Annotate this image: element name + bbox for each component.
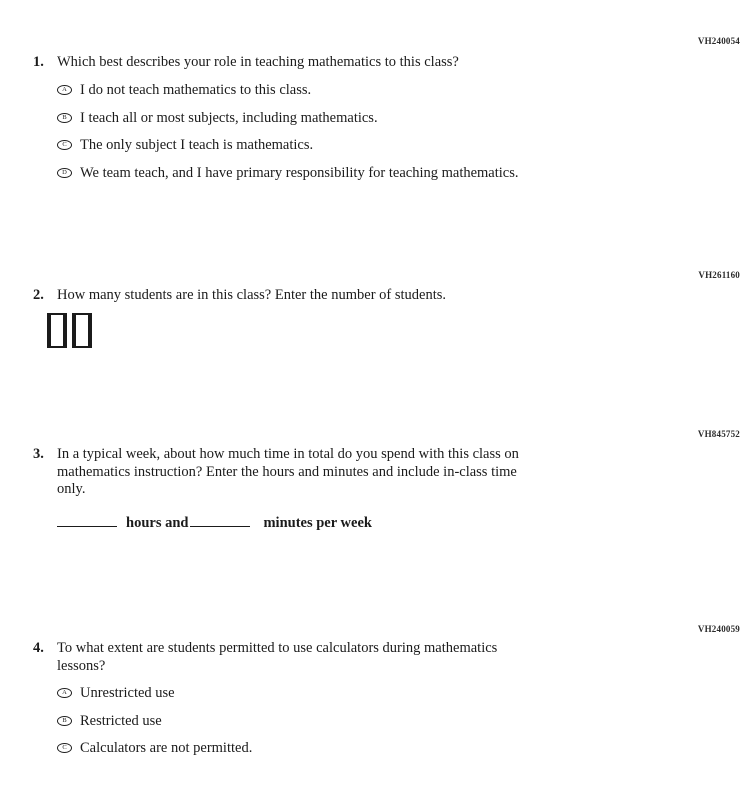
option-label: I do not teach mathematics to this class. — [80, 82, 312, 98]
question-3-text-line-1: In a typical week, about how much time in total do you spend with this class on — [57, 446, 519, 462]
option-label: Restricted use — [80, 713, 162, 729]
question-1-option-d[interactable] — [57, 164, 519, 182]
option-bubble-b-icon[interactable]: B — [57, 716, 72, 726]
option-label: Unrestricted use — [80, 685, 175, 701]
digit-box-tens[interactable] — [47, 313, 67, 348]
option-bubble-a-icon[interactable]: A — [57, 85, 72, 95]
question-2-number: 2. — [33, 287, 44, 303]
question-4-option-b[interactable] — [57, 712, 162, 730]
option-label: Calculators are not permitted. — [80, 740, 253, 756]
question-4-option-a[interactable] — [57, 684, 175, 702]
option-bubble-a-icon[interactable]: A — [57, 688, 72, 698]
question-2-text: How many students are in this class? Enter the number of students. — [57, 287, 447, 303]
option-label: The only subject I teach is mathematics. — [80, 137, 314, 153]
question-1-option-c[interactable] — [57, 136, 313, 154]
option-bubble-b-icon[interactable]: B — [57, 113, 72, 123]
student-count-entry — [47, 313, 92, 348]
question-3-code: VH845752 — [697, 429, 740, 439]
option-label: I teach all or most subjects, including mathematics. — [80, 110, 378, 126]
question-1 — [33, 54, 657, 72]
question-1-number: 1. — [33, 54, 44, 70]
question-2-code: VH261160 — [698, 270, 740, 280]
question-1-code: VH240054 — [697, 36, 740, 46]
question-1-option-a[interactable] — [57, 81, 311, 99]
question-4-number: 4. — [33, 640, 44, 656]
question-3 — [33, 446, 657, 499]
question-4-option-c[interactable] — [57, 739, 252, 757]
question-3-number: 3. — [33, 446, 44, 462]
minutes-label: minutes per week — [263, 515, 372, 531]
question-1-text: Which best describes your role in teaching mathematics to this class? — [57, 54, 459, 70]
time-entry-row — [57, 511, 372, 532]
digit-box-ones[interactable] — [72, 313, 92, 348]
question-4-text-line-2: lessons? — [57, 657, 106, 674]
hours-label: hours and — [126, 515, 189, 531]
question-3-text — [57, 446, 657, 499]
question-1-option-b[interactable] — [57, 109, 378, 127]
option-bubble-c-icon[interactable]: C — [57, 743, 72, 753]
question-4-code: VH240059 — [697, 624, 740, 634]
hours-blank-field[interactable] — [57, 511, 117, 527]
question-2 — [33, 287, 657, 305]
option-label: We team teach, and I have primary responsibility for teaching mathematics. — [80, 165, 519, 181]
minutes-blank-field[interactable] — [190, 511, 250, 527]
question-3-text-line-2: mathematics instruction? Enter the hours and minutes and include in-class time — [57, 463, 517, 480]
option-bubble-d-icon[interactable]: D — [57, 168, 72, 178]
question-3-text-line-3: only. — [57, 481, 86, 497]
question-4-text-line-1: To what extent are students permitted to use calculators during mathematics — [57, 640, 498, 656]
option-bubble-c-icon[interactable]: C — [57, 140, 72, 150]
question-4 — [33, 640, 657, 675]
question-4-text — [57, 640, 657, 675]
